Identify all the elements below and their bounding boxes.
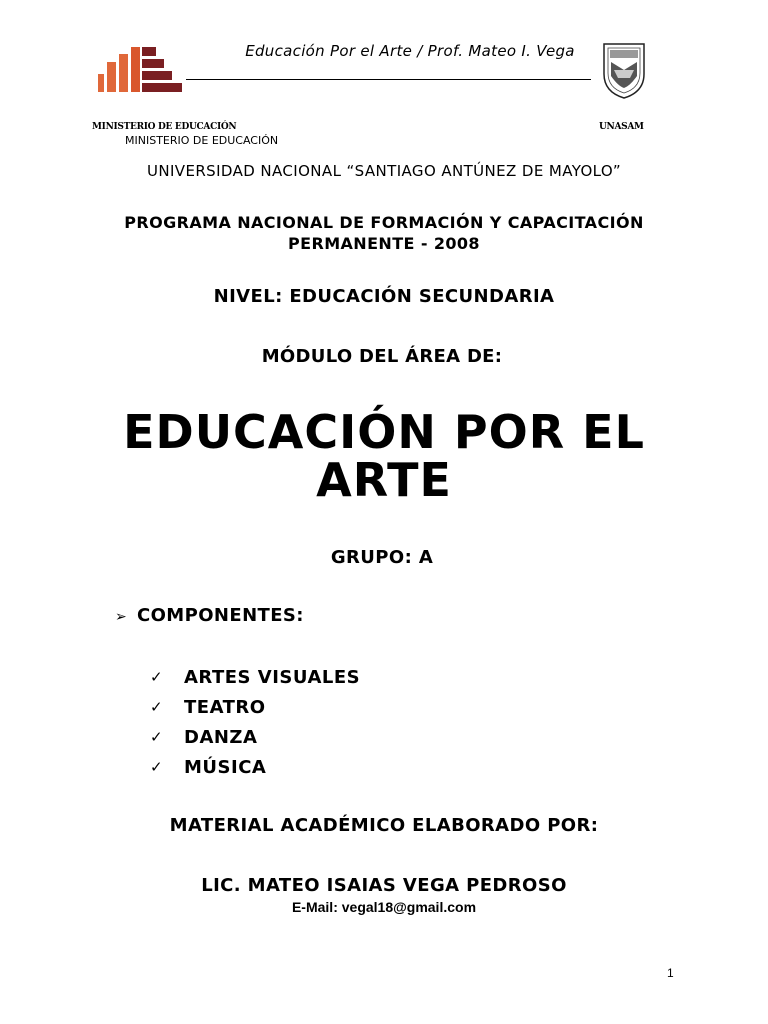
components-heading	[115, 605, 304, 626]
document-title-line-1: EDUCACIÓN POR EL	[123, 405, 645, 459]
page-number: 1	[667, 966, 674, 980]
list-item	[150, 692, 360, 722]
ministry-small-label: MINISTERIO DE EDUCACIÓN	[92, 122, 237, 132]
level-heading: NIVEL: EDUCACIÓN SECUNDARIA	[213, 286, 555, 307]
arrow-bullet-icon: ➢	[115, 609, 128, 625]
component-label: ARTES VISUALES	[184, 666, 361, 688]
checkmark-icon: ✓	[150, 758, 164, 776]
list-item	[150, 722, 360, 752]
document-title-line-2: ARTE	[316, 453, 452, 507]
document-title	[0, 405, 768, 507]
checkmark-icon: ✓	[150, 728, 164, 746]
checkmark-icon: ✓	[150, 668, 164, 686]
credits-label: MATERIAL ACADÉMICO ELABORADO POR:	[169, 815, 599, 836]
components-heading-text: COMPONENTES:	[137, 605, 304, 626]
checkmark-icon: ✓	[150, 698, 164, 716]
list-item	[150, 662, 360, 692]
list-item	[150, 752, 360, 782]
program-title	[0, 212, 768, 254]
group-label: GRUPO: A	[330, 547, 434, 568]
ministry-label: MINISTERIO DE EDUCACIÓN	[125, 134, 279, 147]
running-header-title: Educación Por el Arte / Prof. Mateo I. Vega	[245, 42, 575, 60]
unasam-small-label: UNASAM	[599, 122, 644, 132]
program-title-line-1: PROGRAMA NACIONAL DE FORMACIÓN Y CAPACITACIÓN	[124, 213, 644, 232]
component-label: MÚSICA	[184, 756, 267, 778]
component-label: TEATRO	[184, 696, 266, 718]
header-divider	[186, 79, 591, 80]
components-list	[150, 662, 360, 782]
author-email: E-Mail: vegal18@gmail.com	[291, 899, 477, 915]
author-name: LIC. MATEO ISAIAS VEGA PEDROSO	[201, 875, 567, 896]
module-label: MÓDULO DEL ÁREA DE:	[261, 346, 503, 367]
university-name: UNIVERSIDAD NACIONAL “SANTIAGO ANTÚNEZ DE MAYOLO”	[146, 162, 622, 180]
component-label: DANZA	[184, 726, 258, 748]
program-title-line-2: PERMANENTE - 2008	[288, 234, 480, 253]
university-seal-icon	[600, 40, 648, 100]
stacked-bars-logo-icon	[95, 44, 185, 94]
